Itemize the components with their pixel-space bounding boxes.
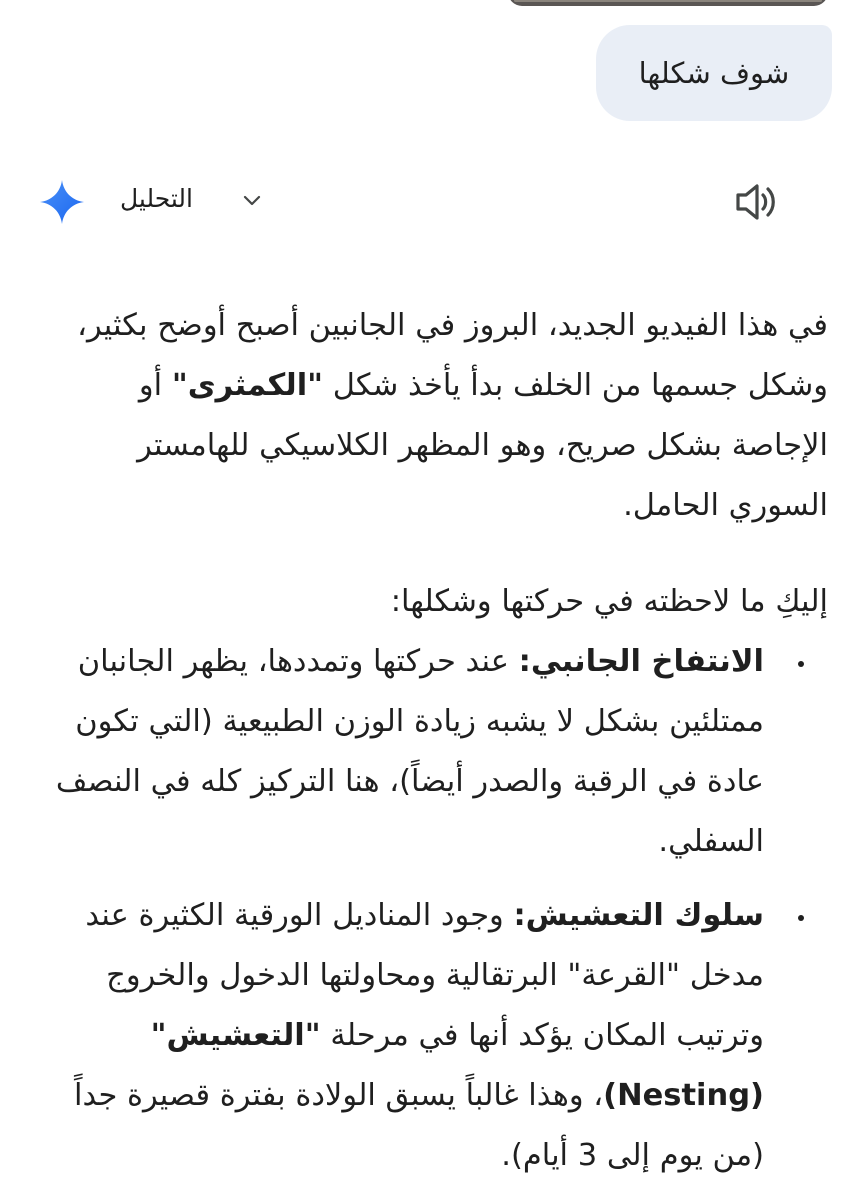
list-item-text: ، وهذا غالباً يسبق الولادة بفترة قصيرة جداً (من يوم إلى 3 أيام).	[73, 1078, 764, 1173]
response-header	[0, 170, 868, 234]
intro-bold-term: "الكمثرى"	[171, 368, 324, 403]
list-item-text: وجود المناديل الورقية الكثيرة عند مدخل "القرعة" البرتقالية ومحاولتها الدخول والخروج وترتيب المكان يؤكد أنها في مرحلة	[85, 898, 764, 1053]
gemini-spark-icon	[38, 178, 86, 226]
list-item-title: الانتفاخ الجانبي:	[518, 644, 764, 679]
observations-list	[34, 632, 828, 1186]
speaker-icon[interactable]	[733, 180, 779, 224]
chevron-down-icon[interactable]	[240, 189, 264, 213]
list-item-text: عند حركتها وتمددها، يظهر الجانبان ممتلئين بشكل لا يشبه زيادة الوزن الطبيعية (التي تكون عادة في الرقبة والصدر أيضاً)، هنا التركيز كله في النصف السفلي.	[55, 644, 764, 859]
intro-text-part: في هذا الفيديو الجديد، البروز في الجانبين أصبح أوضح بكثير، وشكل جسمها من الخلف بدأ يأخذ شكل	[77, 308, 828, 403]
intro-text-part: أو الإجاصة بشكل صريح، وهو المظهر الكلاسيكي للهامستر السوري الحامل.	[137, 368, 828, 523]
analysis-mode-label[interactable]: التحليل	[120, 184, 193, 213]
media-preview-edge	[508, 0, 828, 6]
user-message-text: شوف شكلها	[638, 56, 790, 90]
list-item	[34, 632, 764, 872]
list-item-title: سلوك التعشيش:	[513, 898, 764, 933]
user-message-bubble	[596, 25, 832, 121]
intro-paragraph	[34, 296, 828, 536]
list-item	[34, 886, 764, 1186]
list-item-bold-term: "التعشيش" (Nesting)	[150, 1018, 764, 1113]
response-content	[34, 296, 828, 1186]
list-intro: إليكِ ما لاحظته في حركتها وشكلها:	[390, 584, 828, 619]
